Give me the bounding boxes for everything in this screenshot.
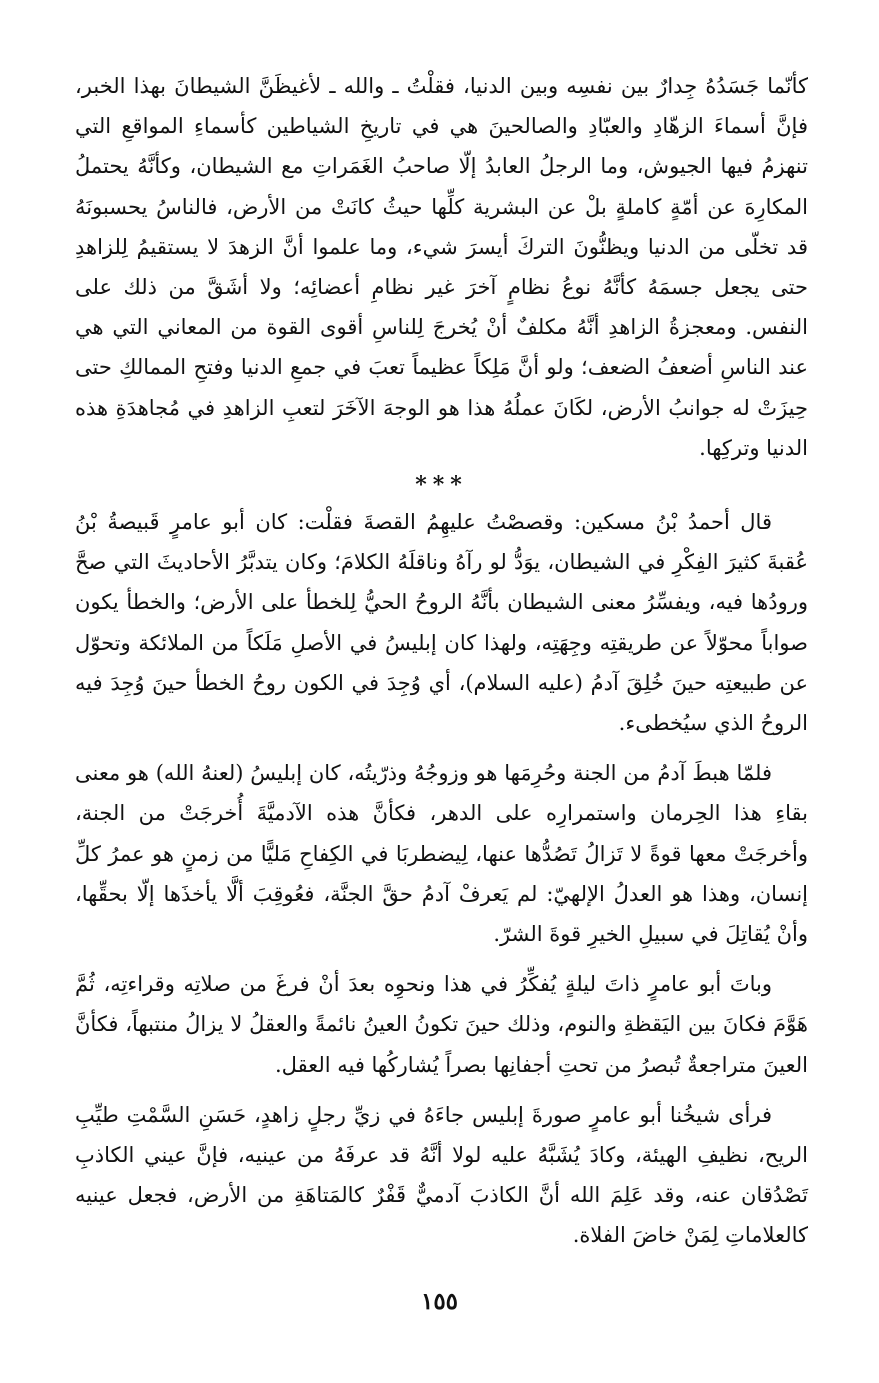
page-body	[75, 66, 808, 1336]
paragraph-2: قال أحمدُ بْنُ مسكين: وقصصْتُ عليهِمُ القصةَ فقلْت: كان أبو عامرٍ قَبيصةُ بْنُ عُقبةَ كثيرَ الفِكْرِ في الشيطان، يوَدُّ لو رآهُ وناقلَهُ الكلامَ؛ وكان يتدبَّرُ الأحاديثَ التي صحَّ ورودُها فيه، ويفسِّرُ معنى الشيطان بأنَّهُ الروحُ الحيُّ لِلخطأ على الأرض؛ والخطأ يكون صواباً محوّلاً عن طريقتِه وجِهَتِه، ولهذا كان إبليسُ في الأصلِ مَلَكاً من الملائكة وتحوّل عن طبيعتِه حينَ خُلِقَ آدمُ (عليه السلام)، أي وُجِدَ في الكون روحُ الخطأ حينَ وُجِدَ فيه الروحُ الذي سيُخطىء.	[75, 510, 808, 736]
page-number: ١٥٥	[420, 1288, 459, 1315]
paragraph-1: كأنّما جَسَدُهُ جِدارٌ بين نفسِه وبين الدنيا، فقلْتُ ـ والله ـ لأغيظَنَّ الشيطانَ بهذا الخبر، فإنَّ أسماءَ الزهّادِ والعبّادِ والصالحينَ هي في تاريخِ الشياطين كأسماءِ المواقعِ التي تنهزمُ فيها الجيوش، وما الرجلُ العابدُ إلّا صاحبُ الغَمَراتِ مع الشيطان، وكأنَّهُ يحتملُ المكارِهَ عن أمّةٍ كاملةٍ بلْ عن البشرية كلِّها حيثُ كانَتْ من الأرض، فالناسُ يحسبونَهُ قد تخلّى من الدنيا ويظنُّونَ التركَ أيسرَ شيء، وما علموا أنَّ الزهدَ لا يستقيمُ لِلزاهدِ حتى يجعل جسمَهُ كأنَّهُ نوعُ نظامٍ آخرَ غير نظامِ أعضائِه؛ ولا أشَقَّ من ذلك على النفس. ومعجزةُ الزاهدِ أنَّهُ مكلفٌ أنْ يُخرجَ لِلناسِ أقوى القوة من المعاني التي هي عند الناسِ أضعفُ الضعف؛ ولو أنَّ مَلِكاً عظيماً تعبَ في جمعِ الدنيا وفتحِ الممالكِ حتى حِيزَتْ له جوانبُ الأرض، لكَانَ عملُهُ هذا هو الوجهَ الآخَرَ لتعبِ الزاهدِ في مُجاهدَةِ هذه الدنيا وتركِها.	[75, 74, 808, 460]
paragraph-4: وباتَ أبو عامرٍ ذاتَ ليلةٍ يُفكِّرُ في هذا ونحوِه بعدَ أنْ فرغَ من صلاتِه وقراءتِه، ثُمَّ هَوَّمَ فكانَ بين اليَقظةِ والنوم، وذلك حينَ تكونُ العينُ نائمةً والعقلُ لا يزالُ منتبهاً، فكأنَّ العينَ متراجعةٌ تُبصرُ من تحتِ أجفانِها بصراً يُشاركُها فيه العقل.	[75, 972, 808, 1077]
paragraph-5: فرأى شيخُنا أبو عامرٍ صورةَ إبليس جاءَهُ في زيِّ رجلٍ زاهدٍ، حَسَنِ السَّمْتِ طيِّبِ الريح، نظيفِ الهيئة، وكادَ يُشَبَّهُ عليه لولا أنَّهُ قد عرفَهُ من عينيه، فإنَّ عيني الكاذبِ تَصْدُقان عنه، وقد عَلِمَ الله أنَّ الكاذبَ آدميٌّ قَفْرٌ كالمَتاهَةِ من الأرض، فجعل عينيه كالعلاماتِ لِمَنْ خاضَ الفلاة.	[75, 1102, 808, 1248]
section-divider: ***	[415, 472, 468, 499]
paragraph-3: فلمّا هبطَ آدمُ من الجنة وحُرِمَها هو وزوجُهُ وذرّيتُه، كان إبليسُ (لعنهُ الله) هو معنى بقاءِ هذا الحِرمان واستمرارِه على الدهر، فكأنَّ هذه الآدميَّةَ أُخرجَتْ من الجنة، وأخرجَتْ معها قوةً لا تَزالُ تَصُدُّها عنها، لِيضطربَا في الكِفاحِ مَليًّا من زمنٍ هو عمرُ كلِّ إنسان، وهذا هو العدلُ الإلهيّ: لم يَعرفْ آدمُ حقَّ الجنَّة، فعُوقِبَ ألَّا يأخذَها إلّا بحقِّها، وأنْ يُقاتِلَ في سبيلِ الخيرِ قوةَ الشرّ.	[75, 761, 808, 947]
